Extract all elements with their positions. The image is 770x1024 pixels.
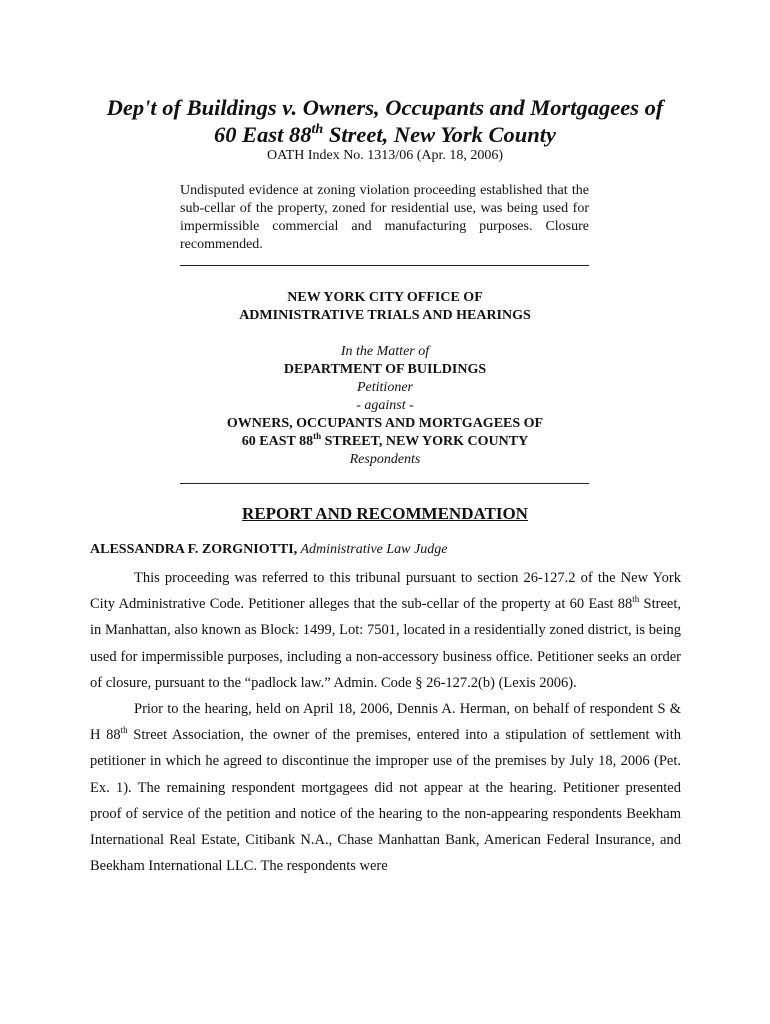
paragraph-2 <box>90 696 681 879</box>
judge-line <box>90 542 447 558</box>
respondent-label: Respondents <box>349 452 421 467</box>
paragraph-2-text-b: Street Association, the owner of the premises, entered into a stipulation of settlement with petitioner in which he agreed to discontinue the improper use of the premises by July 18, 2006 (Pet. Ex. 1). The remaining respondent mortgagees did not appear at the hearing. Petitioner presented proof of service of the petition and notice of the hearing to the non-appearing respondents Beekham International Real Estate, Citibank N.A., Chase Manhattan Bank, American Federal Insurance, and Beekham International LLC. The respondents were <box>90 727 681 875</box>
oath-index: OATH Index No. 1313/06 (Apr. 18, 2006) <box>266 148 504 163</box>
divider-top <box>180 265 589 266</box>
report-heading <box>80 504 690 524</box>
case-title-ordinal-suffix: th <box>311 122 324 137</box>
judge-name: ALESSANDRA F. ZORGNIOTTI, <box>90 542 298 557</box>
respondent-name-line-2 <box>80 433 690 451</box>
respondent-county: STREET, NEW YORK COUNTY <box>321 434 529 449</box>
paragraph-1-ordinal-suffix: th <box>632 594 640 605</box>
respondent-ordinal-suffix: th <box>313 431 322 441</box>
paragraph-1 <box>90 565 681 696</box>
paragraph-2-ordinal-suffix: th <box>120 725 128 736</box>
petitioner-label: Petitioner <box>357 380 413 395</box>
respondent-address: 60 EAST 88 <box>241 434 314 449</box>
petitioner-name: DEPARTMENT OF BUILDINGS <box>283 362 487 377</box>
case-title-line-2 <box>60 121 710 148</box>
in-the-matter: In the Matter of <box>340 344 430 359</box>
report-heading-text: REPORT AND RECOMMENDATION <box>242 504 528 523</box>
divider-bottom <box>180 483 589 484</box>
respondent-name-line-1: OWNERS, OCCUPANTS AND MORTGAGEES OF <box>226 416 544 431</box>
case-title-address: 60 East 88 <box>214 122 312 147</box>
case-title-line-1: Dep't of Buildings v. Owners, Occupants and Mortgagees of <box>106 95 664 120</box>
against-label: - against - <box>356 398 414 413</box>
case-summary: Undisputed evidence at zoning violation proceeding established that the sub-cellar of the property, zoned for residential use, was being used for impermissible commercial and manufacturing purposes. Closure recommended. <box>180 183 589 252</box>
case-title-county: Street, New York County <box>323 122 556 147</box>
paragraph-2-text-a: Prior to the hearing, held on April 18, 2006, Dennis A. Herman, on behalf of respondent S & H 88 <box>90 701 681 744</box>
paragraph-1-text-a: This proceeding was referred to this tribunal pursuant to section 26-127.2 of the New York City Administrative Code. Petitioner alleges that the sub-cellar of the property at 60 East 88 <box>90 570 681 613</box>
report-body <box>90 565 681 879</box>
paragraph-1-text-b: Street, in Manhattan, also known as Block: 1499, Lot: 7501, located in a residentially zoned district, is being used for impermissible purposes, including a non-accessory business office. Petitioner seeks an order of closure, pursuant to the “padlock law.” Admin. Code § 26-127.2(b) (Lexis 2006). <box>90 596 681 691</box>
office-name-line-2: ADMINISTRATIVE TRIALS AND HEARINGS <box>239 308 531 323</box>
office-name-line-1: NEW YORK CITY OFFICE OF <box>287 290 483 305</box>
judge-title: Administrative Law Judge <box>297 542 448 557</box>
